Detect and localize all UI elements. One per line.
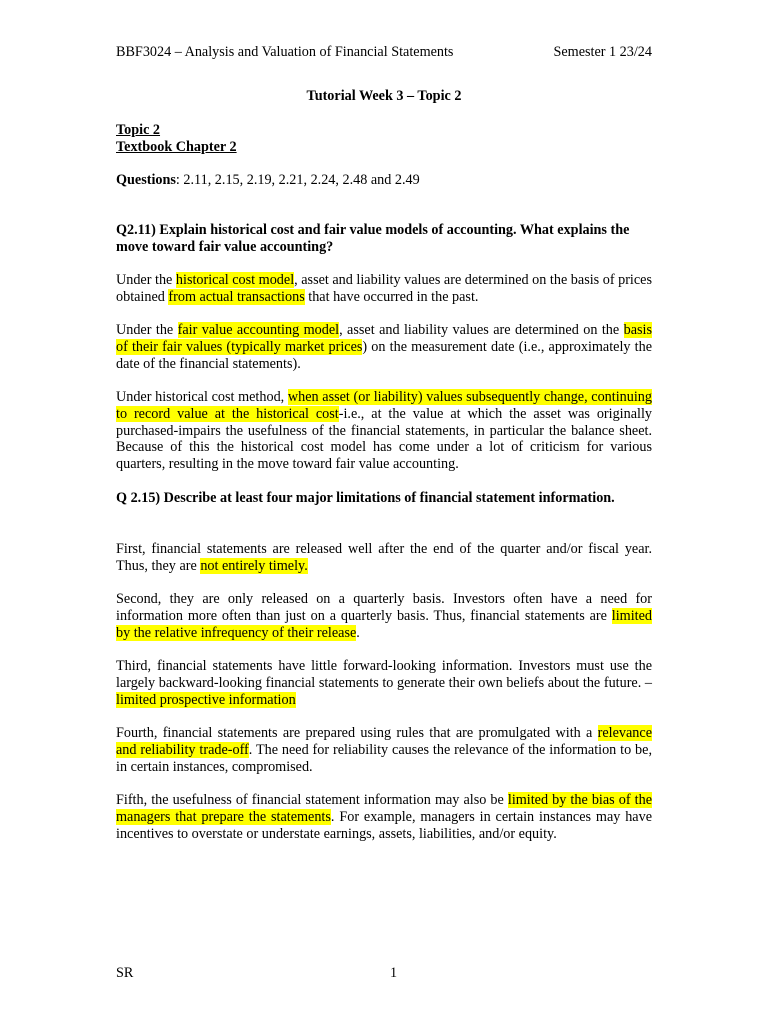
page-header <box>116 44 652 61</box>
footer-initials: SR <box>116 965 134 981</box>
questions-label: Questions <box>116 172 176 188</box>
highlight-run: historical cost model <box>175 272 295 288</box>
tutorial-title: Tutorial Week 3 – Topic 2 <box>306 88 462 104</box>
page-number: 1 <box>390 965 398 981</box>
highlight-run: basis of their fair values (typically market prices <box>116 322 652 355</box>
course-title: BBF3024 – Analysis and Valuation of Financial Statements <box>116 44 454 60</box>
text-run: , asset and liability values are determined on the <box>339 322 624 338</box>
topic-heading <box>116 122 652 156</box>
questions-line <box>116 172 652 189</box>
q215-paragraph-2 <box>116 591 652 641</box>
textbook-chapter-line: Textbook Chapter 2 <box>116 138 237 155</box>
highlight-run: limited by the bias of the managers that prepare the statements <box>116 792 653 825</box>
text-run: . For example, managers in certain instances may have incentives to overstate or understate earnings, assets, liabilities, and/or equity. <box>116 808 652 842</box>
q215-paragraph-5 <box>116 792 652 842</box>
highlight-run: relevance and reliability trade-off <box>116 725 652 758</box>
q215-paragraph-4 <box>116 725 652 775</box>
text-run: Under historical cost method, <box>116 389 288 405</box>
text-run: ) on the measurement date (i.e., approximately the date of the financial statements). <box>116 338 652 372</box>
q211-paragraph-1 <box>116 272 652 306</box>
highlight-run: limited by the relative infrequency of their release <box>116 607 652 641</box>
q211-paragraph-3 <box>116 389 652 473</box>
highlight-run: not entirely timely. <box>200 557 308 574</box>
q211-heading: Q2.11) Explain historical cost and fair value models of accounting. What explains the move toward fair value accounting? <box>116 222 630 255</box>
topic-line: Topic 2 <box>116 122 161 138</box>
q215-heading: Q 2.15) Describe at least four major limitations of financial statement information. <box>116 490 615 506</box>
highlight-run: fair value accounting model <box>177 322 340 338</box>
q211-paragraph-2 <box>116 322 652 372</box>
questions-list: : 2.11, 2.15, 2.19, 2.21, 2.24, 2.48 and 2.49 <box>175 172 420 188</box>
semester-label: Semester 1 23/24 <box>553 44 652 60</box>
text-run: Fifth, the usefulness of financial statement information may also be <box>116 792 508 808</box>
q215-paragraph-3 <box>116 658 652 708</box>
text-run: Under the <box>116 272 176 288</box>
text-run: , asset and liability values are determined on the basis of prices obtained <box>116 272 652 305</box>
text-run: . The need for reliability causes the relevance of the information to be, in certain instances, compromised. <box>116 741 652 775</box>
text-run: Fourth, financial statements are prepared using rules that are promulgated with a <box>116 725 598 741</box>
text-run: First, financial statements are released well after the end of the quarter and/or fiscal year. Thus, they are <box>116 541 652 574</box>
highlight-run: limited prospective information <box>116 691 296 708</box>
q215-paragraph-1 <box>116 541 652 575</box>
text-run: Second, they are only released on a quarterly basis. Investors often have a need for information more often than just on a quarterly basis. Thus, financial statements are <box>116 591 652 624</box>
text-run: Under the <box>116 322 178 338</box>
text-run: that have occurred in the past. <box>304 288 479 305</box>
highlight-run: from actual transactions <box>168 288 305 305</box>
highlight-run: when asset (or liability) values subsequently change, continuing to record value at the historical cost <box>116 389 652 422</box>
text-run: -i.e., at the value at which the asset was originally purchased-impairs the usefulness of the financial statements, in particular the balance sheet. Because of this the historical cost model has come under a lot of criticism for various quarters, resulting in the move toward fair value accounting. <box>116 405 652 473</box>
text-run: Third, financial statements have little forward-looking information. Investors must use the largely backward-looking financial statements to generate their own beliefs about the future. – <box>116 658 652 691</box>
text-run: . <box>356 624 360 641</box>
